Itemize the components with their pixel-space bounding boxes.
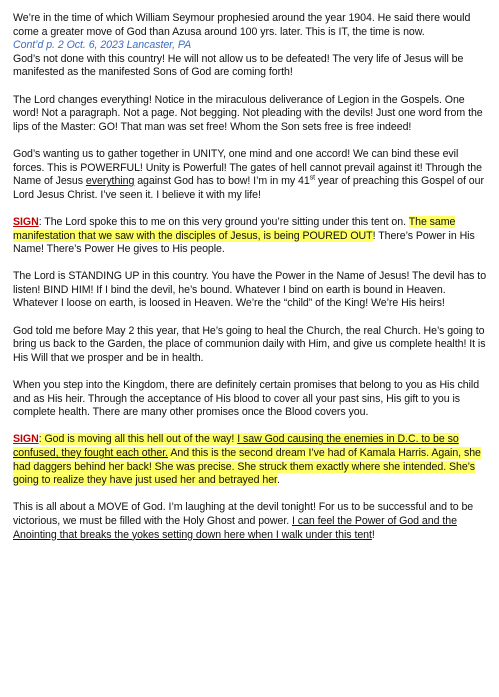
paragraph-legion: The Lord changes everything! Notice in the miraculous deliverance of Legion in the Gospels. One word! Not a paragraph. Not a page. Not begging. Not pleading with the devils! Just one word from the lips of the Master: GO! That man was set free! Whom the Son sets free is free indeed! [13, 93, 483, 133]
highlighted-dc-enemies: I saw God causing the enemies in D.C. to be so confused, they fought each other. [13, 433, 459, 459]
unity-text-c: year of preaching this Gospel of our Lord Jesus Christ. I’ve seen it. I believe it with my life! [13, 175, 484, 201]
sign-label: SIGN [13, 215, 39, 228]
highlighted-kamala-dream: And this is the second dream I’ve had of Kamala Harris. Again, she had daggers behind her back! She was precise. She struck them exactly where she intended. She’s going to realize they have just used her and betrayed her [13, 447, 481, 487]
sign-1-text-a: : The Lord spoke this to me on this very ground you’re sitting under this tent on. [38, 215, 409, 228]
sign-2-text-a: : God is moving all this hell out of the way! [38, 433, 238, 446]
paragraph-not-done: God’s not done with this country! He will not allow us to be defeated! The very life of Jesus will be manifested as the manifested Sons of God are coming forth! [13, 52, 464, 79]
unity-text-a: God’s wanting us to gather together in UNITY, one mind and one accord! We can bind these evil forces. This is POWERFUL! Unity is Powerful! The gates of hell cannot prevail against it! Through the Name of Jesus [13, 147, 482, 188]
sign-2-period: . [276, 474, 280, 487]
paragraph-move-of-god [13, 501, 487, 542]
paragraph-standing-up: The Lord is STANDING UP in this country. You have the Power in the Name of Jesus! The devil has to listen! BIND HIM! If I bind the devil, he’s bound. Whatever I bind on earth is bound in Heaven. Whatever I loose on earth, is loosed in Heaven. We’re the “child” of the King! We’re His heirs! [13, 270, 487, 310]
seymour-text: We’re in the time of which William Seymour prophesied around the year 1904. He said there would come a greater move of God than Azusa around 100 yrs. later. This is IT, the time is now. [13, 12, 471, 38]
underlined-power-of-god: I can feel the Power of God and the Anointing that breaks the yokes setting down here when I walk under this tent [13, 514, 457, 541]
paragraph-sign-1 [13, 216, 487, 257]
paragraph-heal-church: God told me before May 2 this year, that He’s going to heal the Church, the real Church. He’s going to bring us back to the Garden, the place of communion daily with Him, and give us complete health! It is His Will that we prosper and be in health. [13, 324, 486, 364]
unity-text-b: against God has to bow! I’m in my 41 [134, 175, 310, 188]
paragraph-seymour [13, 12, 487, 39]
paragraph-sign-2 [13, 433, 487, 487]
everything-underlined: everything [85, 175, 135, 188]
ordinal-superscript: st [309, 174, 316, 182]
move-exclamation: ! [371, 528, 375, 541]
sign-1-text-b: ! There’s Power in His Name! There’s Power He gives to His people. [13, 229, 475, 256]
paragraph-kingdom: When you step into the Kingdom, there are definitely certain promises that belong to you as His child and as His heir. Through the acceptance of His blood to cover all your past sins, His gift to you is complete health. There are many other promises once the Blood covers you. [13, 379, 480, 419]
move-text-a: This is all about a MOVE of God. I’m laughing at the devil tonight! For us to be successful and to be victorious, we must be filled with the Holy Ghost and power. [13, 501, 474, 527]
highlighted-poured-out: The same manifestation that we saw with the disciples of Jesus, is being POURED OUT [13, 215, 456, 242]
continuation-note: Cont’d p. 2 Oct. 6, 2023 Lancaster, PA [13, 39, 192, 52]
paragraph-unity [13, 148, 487, 202]
sign-label: SIGN [13, 433, 39, 446]
